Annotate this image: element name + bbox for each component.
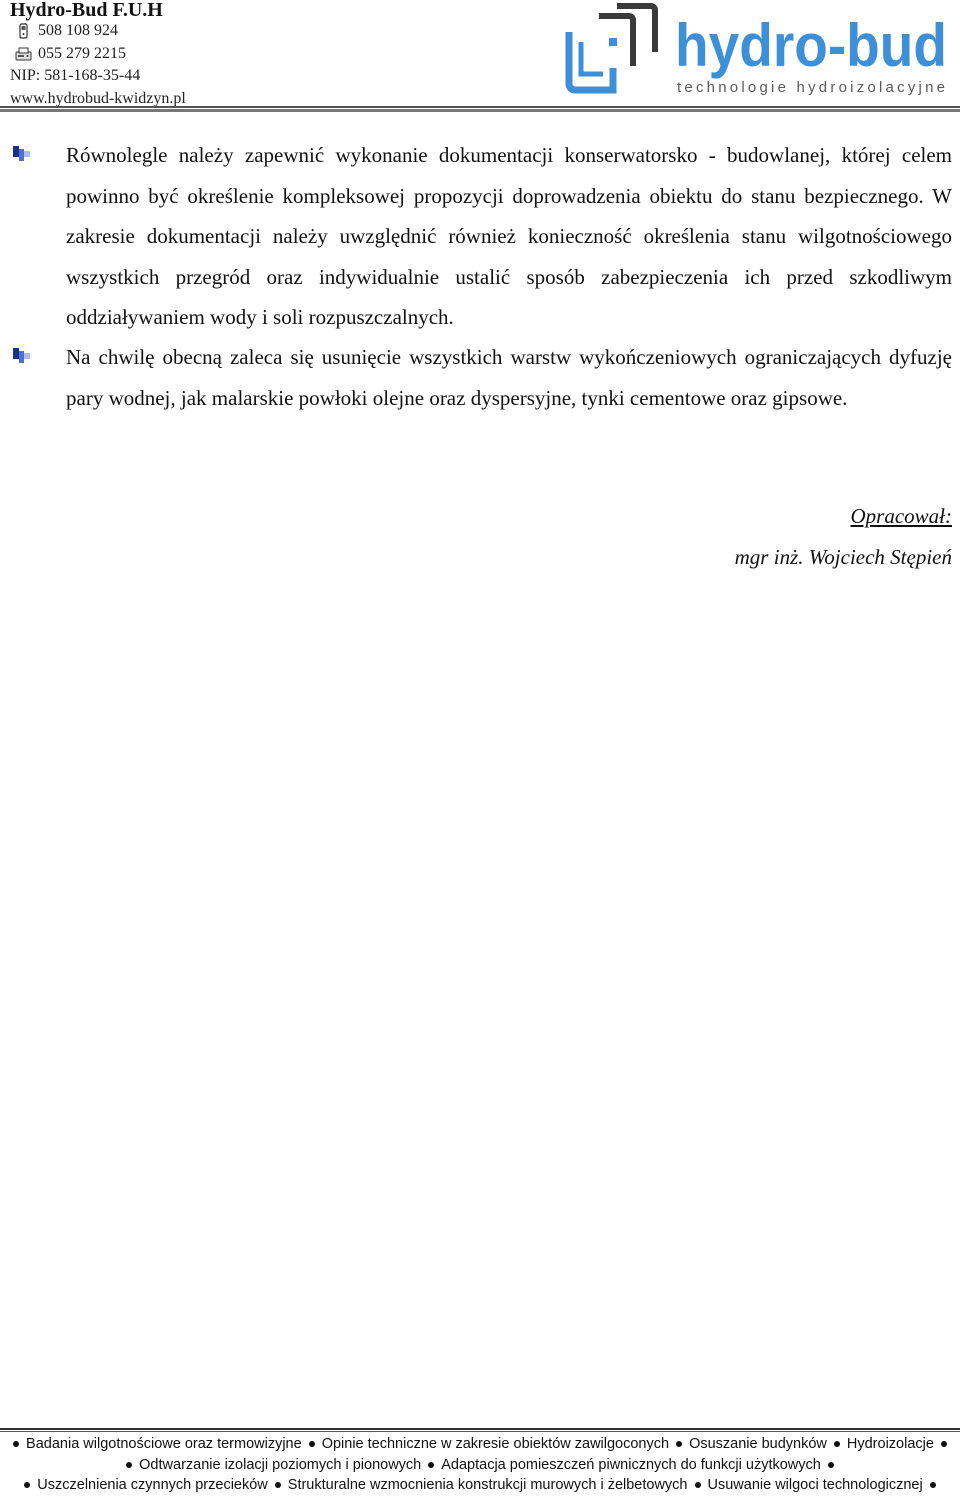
- header-divider: [0, 106, 960, 112]
- service-item: Opinie techniczne w zakresie obiektów zawilgoconych: [321, 1436, 670, 1452]
- bullet-dot-icon: [676, 1441, 682, 1447]
- signature-label: Opracował:: [850, 504, 952, 528]
- logo-tagline: technologie hydroizolacyjne: [677, 79, 945, 96]
- bullet-dot-icon: [930, 1482, 936, 1488]
- bullet-dot-icon: [24, 1482, 30, 1488]
- mobile-phone-icon: [12, 23, 34, 39]
- phone-mobile-line: [10, 20, 310, 43]
- company-header: [10, 0, 310, 110]
- footer-divider: [0, 1428, 960, 1432]
- fax-icon: [12, 46, 34, 62]
- service-item: Adaptacja pomieszczeń piwnicznych do funkcji użytkowych: [441, 1456, 821, 1473]
- paragraph-2: Na chwilę obecną zaleca się usunięcie wszystkich warstw wykończeniowych ograniczających dyfuzję pary wodnej, jak malarskie powłoki olejne oraz dyspersyjne, tynki cementowe oraz gipsowe.: [66, 345, 952, 410]
- hydro-bud-logo: [565, 2, 955, 102]
- services-footer: [0, 1434, 960, 1496]
- logo-wordmark: hydro-bud: [675, 12, 947, 79]
- service-item: Badania wilgotnościowe oraz termowizyjne: [26, 1436, 302, 1452]
- service-item: Strukturalne wzmocnienia konstrukcji murowych i żelbetowych: [287, 1477, 688, 1493]
- company-name: Hydro-Bud F.U.H: [10, 0, 163, 21]
- nip: NIP: 581-168-35-44: [10, 67, 141, 84]
- bullet-dot-icon: [13, 1441, 19, 1447]
- website: www.hydrobud-kwidzyn.pl: [10, 89, 186, 107]
- bullet-dot-icon: [428, 1462, 434, 1468]
- bullet-dot-icon: [309, 1441, 315, 1447]
- bullet-dot-icon: [828, 1462, 834, 1468]
- bullet-dot-icon: [834, 1441, 840, 1447]
- phone-mobile: 508 108 924: [38, 22, 118, 39]
- footer-line-2: [0, 1455, 960, 1476]
- service-item: Osuszanie budynków: [689, 1436, 827, 1452]
- bullet-dot-icon: [695, 1482, 701, 1488]
- signature-name: mgr inż. Wojciech Stępień: [734, 545, 952, 569]
- square-bullet-icon: [13, 348, 30, 363]
- service-item: Usuwanie wilgoci technologicznej: [707, 1477, 923, 1493]
- service-item: Hydroizolacje: [846, 1436, 934, 1452]
- phone-fax-line: [10, 43, 310, 66]
- phone-fax: 055 279 2215: [38, 44, 126, 62]
- service-item: Uszczelnienia czynnych przecieków: [37, 1477, 268, 1493]
- bullet-dot-icon: [126, 1462, 132, 1468]
- paragraph-1: Równolegle należy zapewnić wykonanie dokumentacji konserwatorsko - budowlanej, której celem powinno być określenie kompleksowej propozycji doprowadzenia obiektu do stanu bezpiecznego. W zakresie dokumentacji należy uwzględnić również konieczność określenia stanu wilgotnościowego wszystkich przegród oraz indywidualnie ustalić sposób zabezpieczenia ich przed szkodliwym oddziaływaniem wody i soli rozpuszczalnych.: [66, 143, 952, 329]
- bullet-dot-icon: [941, 1441, 947, 1447]
- bullet-dot-icon: [275, 1482, 281, 1488]
- footer-line-3: [0, 1475, 960, 1496]
- square-bullet-icon: [13, 146, 30, 161]
- footer-line-1: [0, 1434, 960, 1455]
- service-item: Odtwarzanie izolacji poziomych i pionowych: [139, 1456, 422, 1473]
